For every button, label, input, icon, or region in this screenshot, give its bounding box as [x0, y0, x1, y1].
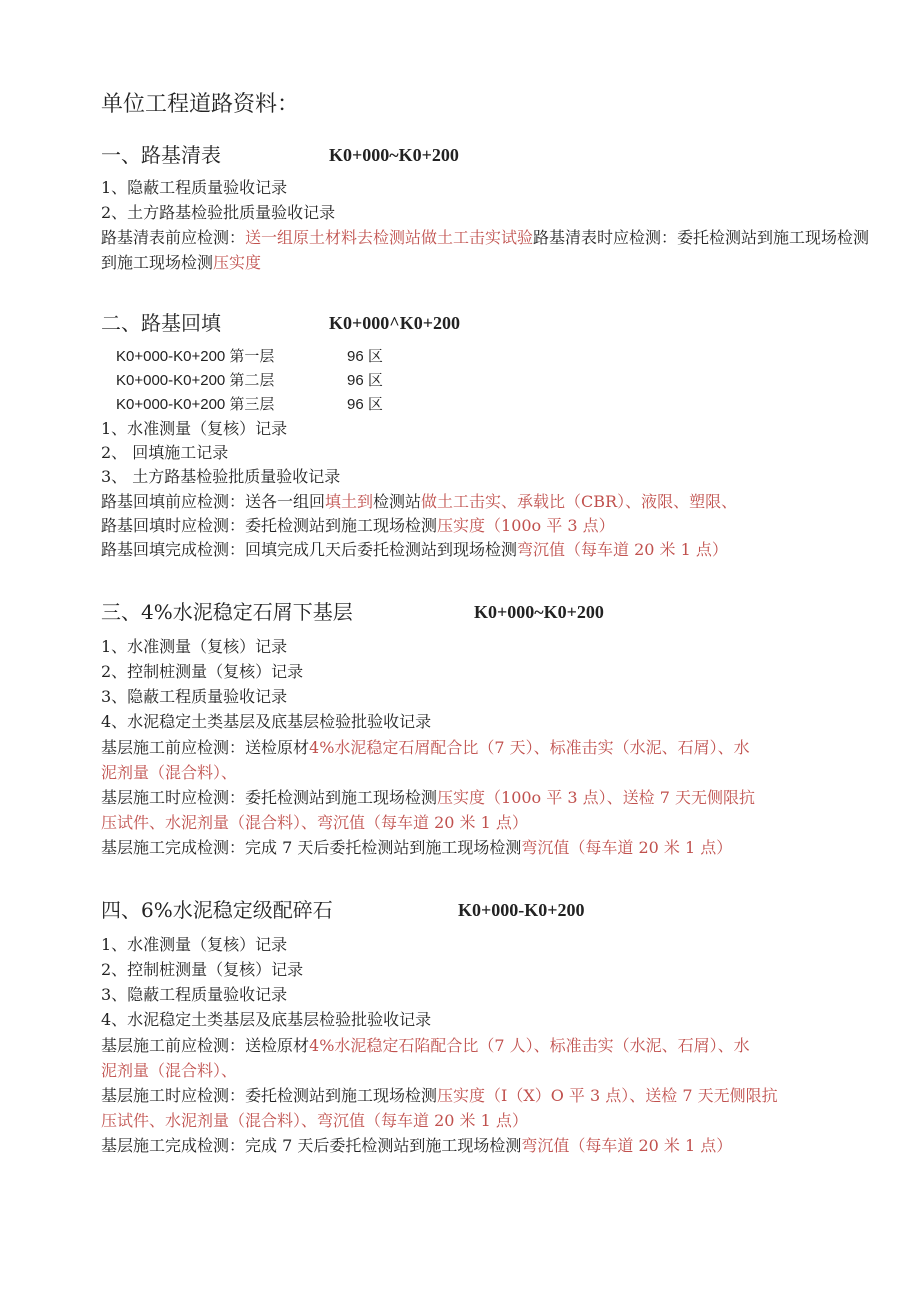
sec2-during-red: 压实度（100o 平 3 点）	[437, 516, 615, 535]
sec3-pre-prefix: 基层施工前应检测：送检原材	[101, 738, 310, 757]
sec4-during-line-1	[101, 1083, 861, 1108]
sec4-item-2: 2、控制桩测量（复核）记录	[101, 960, 304, 979]
sec2-layer-1	[116, 345, 383, 369]
sec3-after-line	[101, 835, 861, 860]
sec4-pre-red-a: 4%水泥稳定石陷配合比（7 人）、标准击实（水泥、石屑）、水	[309, 1036, 750, 1055]
layer-zone: 96 区	[347, 396, 383, 413]
layer-label: K0+000-K0+200 第三层	[116, 396, 275, 413]
sec1-test-red2: 压实度	[213, 253, 262, 272]
sec3-item-3: 3、隐蔽工程质量验收记录	[101, 687, 288, 706]
sec1-test-prefix: 路基清表前应检测：	[101, 228, 246, 247]
sec4-after-line	[101, 1133, 861, 1158]
sec3-item-1: 1、水准测量（复核）记录	[101, 637, 288, 656]
sec4-after-red: 弯沉值（每车道 20 米 1 点）	[521, 1136, 733, 1155]
sec3-during-line-2: 压试件、水泥剂量（混合料）、弯沉值（每车道 20 米 1 点）	[101, 813, 528, 832]
section-4-heading: 四、6%水泥稳定级配碎石	[101, 898, 333, 922]
sec4-item-1: 1、水准测量（复核）记录	[101, 935, 288, 954]
sec3-during-line-1	[101, 785, 861, 810]
section-4-range: K0+000-K0+200	[458, 900, 585, 920]
sec2-after-prefix: 路基回填完成检测：回填完成几天后委托检测站到现场检测	[101, 540, 518, 559]
sec1-item-2: 2、土方路基检验批质量验收记录	[101, 203, 336, 222]
sec4-during-red-a: 压实度（I（X）O 平 3 点）、送检 7 天无侧限抗	[437, 1086, 778, 1105]
sec3-pre-line-2: 泥剂量（混合料）、	[101, 763, 238, 782]
section-4-header	[101, 895, 881, 925]
sec4-pre-line-1	[101, 1033, 861, 1058]
sec2-after-line	[101, 537, 861, 562]
section-3-range: K0+000~K0+200	[474, 602, 604, 622]
sec4-after-prefix: 基层施工完成检测：完成 7 天后委托检测站到施工现场检测	[101, 1136, 522, 1155]
sec1-test-line-1	[101, 225, 870, 250]
sec4-during-prefix: 基层施工时应检测：委托检测站到施工现场检测	[101, 1086, 438, 1105]
section-3-heading: 三、4%水泥稳定石屑下基层	[101, 600, 353, 624]
sec1-test-line-2	[101, 250, 861, 275]
sec3-after-red: 弯沉值（每车道 20 米 1 点）	[521, 838, 733, 857]
sec3-pre-red-a: 4%水泥稳定石屑配合比（7 天）、标准击实（水泥、石屑）、水	[309, 738, 750, 757]
sec2-pre-line	[101, 489, 861, 514]
sec1-item-1: 1、隐蔽工程质量验收记录	[101, 178, 288, 197]
layer-zone: 96 区	[347, 372, 383, 389]
sec2-pre-red: 填土到	[325, 492, 374, 511]
section-1-heading: 一、路基清表	[101, 143, 221, 167]
sec2-item-3: 3、 土方路基检验批质量验收记录	[101, 467, 341, 486]
sec4-pre-line-2: 泥剂量（混合料）、	[101, 1061, 238, 1080]
sec2-layer-2	[116, 369, 383, 393]
section-1-range: K0+000~K0+200	[329, 145, 459, 165]
sec1-test-cont: 到施工现场检测	[101, 253, 214, 272]
section-2-range: K0+000^K0+200	[329, 313, 460, 333]
sec4-pre-prefix: 基层施工前应检测：送检原材	[101, 1036, 310, 1055]
sec3-item-4: 4、水泥稳定土类基层及底基层检验批验收记录	[101, 712, 432, 731]
sec3-pre-line-1	[101, 735, 861, 760]
sec2-item-2: 2、 回填施工记录	[101, 443, 229, 462]
sec1-test-red1: 送一组原土材料去检测站做土工击实试验	[245, 228, 534, 247]
section-3-header	[101, 597, 881, 627]
sec2-layer-3	[116, 393, 383, 417]
sec2-during-line	[101, 513, 861, 538]
section-2-header	[101, 308, 881, 338]
sec4-during-line-2: 压试件、水泥剂量（混合料）、弯沉值（每车道 20 米 1 点）	[101, 1111, 528, 1130]
sec3-item-2: 2、控制桩测量（复核）记录	[101, 662, 304, 681]
sec2-during-prefix: 路基回填时应检测：委托检测站到施工现场检测	[101, 516, 438, 535]
sec3-during-prefix: 基层施工时应检测：委托检测站到施工现场检测	[101, 788, 438, 807]
sec2-item-1: 1、水准测量（复核）记录	[101, 419, 288, 438]
page-title: 单位工程道路资料：	[101, 92, 300, 117]
sec2-pre-mid: 检测站	[373, 492, 422, 511]
sec4-item-4: 4、水泥稳定土类基层及底基层检验批验收记录	[101, 1010, 432, 1029]
layer-zone: 96 区	[347, 348, 383, 365]
sec2-pre-prefix: 路基回填前应检测：送各一组回	[101, 492, 326, 511]
sec3-after-prefix: 基层施工完成检测：完成 7 天后委托检测站到施工现场检测	[101, 838, 522, 857]
sec4-item-3: 3、隐蔽工程质量验收记录	[101, 985, 288, 1004]
sec1-test-mid: 路基清表时应检测：委托检测站到施工现场检测	[533, 228, 870, 247]
sec2-pre-red2: 做土工击实、承载比（CBR）、液限、塑限、	[421, 492, 738, 511]
layer-label: K0+000-K0+200 第一层	[116, 348, 275, 365]
sec2-after-red: 弯沉值（每车道 20 米 1 点）	[517, 540, 728, 559]
layer-label: K0+000-K0+200 第二层	[116, 372, 275, 389]
section-2-heading: 二、路基回填	[101, 311, 221, 335]
section-1-header	[101, 140, 881, 170]
sec3-during-red-a: 压实度（100o 平 3 点）、送检 7 天无侧限抗	[437, 788, 755, 807]
